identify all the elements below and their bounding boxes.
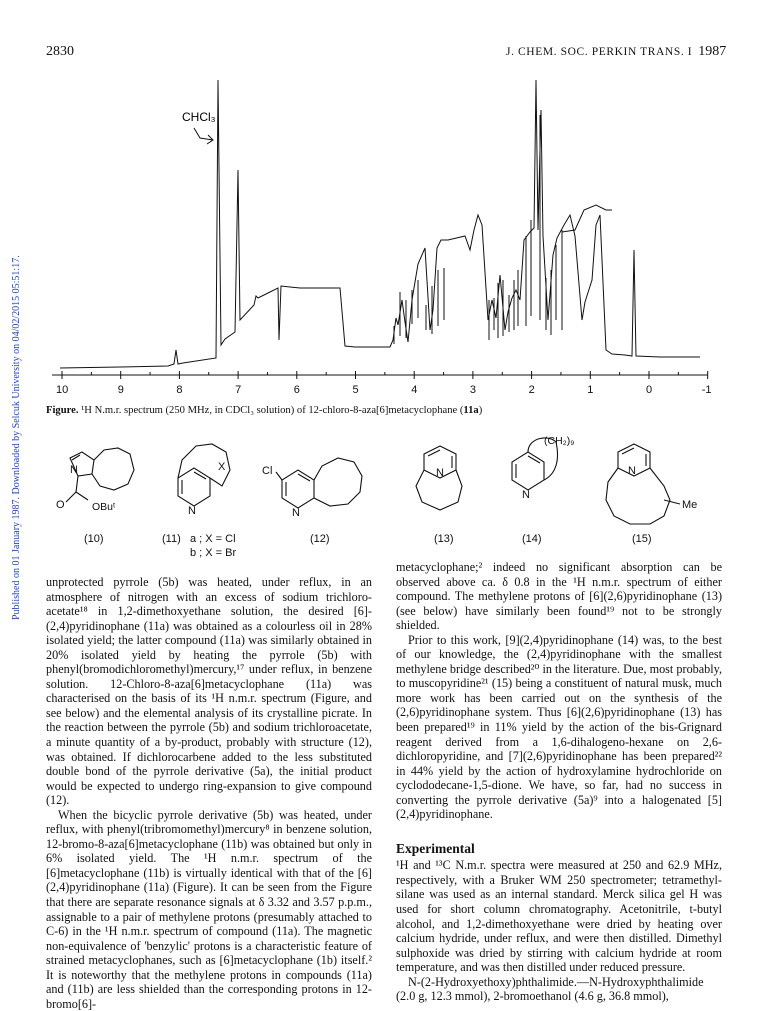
- s13-atom-n: N: [436, 467, 444, 479]
- caption-label: Figure.: [46, 405, 79, 416]
- right-column: [396, 560, 722, 1004]
- axis-tick-label: -1: [701, 384, 712, 396]
- s14-chain: (CH₂)₉: [544, 435, 575, 447]
- axis-tick-label: 10: [56, 384, 69, 396]
- s11-label: (11): [162, 533, 181, 545]
- experimental-heading: Experimental: [396, 840, 475, 856]
- caption-compound: 11a: [463, 405, 479, 416]
- axis-tick-label: 6: [293, 384, 300, 396]
- right-paragraph-1: metacyclophane;² indeed no significant absorption can be observed above ca. δ 0.8 in the ¹H n.m.r. spectrum of either compound. The methylene protons of [6](2,6)pyridinophane (13) (see below) have similarly been found¹⁹ not to be strongly shielded.: [396, 560, 722, 633]
- left-paragraph-1: unprotected pyrrole (5b) was heated, under reflux, in an atmosphere of nitrogen with an excess of sodium trichloro-acetate¹⁸ in 1,2-dimethoxyethane solution, the desired [6]-(2,4)pyridinophane (11a) was obtained as a colourless oil in 28% isolated yield; the latter compound (11a) was similarly obtained in 20% isolated yield by heating the pyrrole (5b) with phenyl(bromodichloromethyl)mercury,¹⁷ under reflux, in benzene solution. 12-Chloro-8-aza[6]metacyclophane (11a) was characterised on the basis of its ¹H n.m.r. spectrum (Figure, and see below) and the elemental analysis of its crystalline picrate. In the reaction between the pyrrole (5b) and sodium trichloroacetate, a minute quantity of a by-product, probably with structure (12), was obtained. If dichlorocarbene added to the less substituted double bond of the pyrrole derivative (5a), the initial product would be expected to undergo ring-expansion to give compound (12).: [46, 575, 372, 808]
- caption-text: ¹H N.m.r. spectrum (250 MHz, in CDCl₃ solution) of 12-chloro-8-aza[6]metacyclophane (: [78, 405, 464, 416]
- axis-tick-label: 0: [646, 384, 653, 396]
- s11-variant-a: a ; X = Cl: [190, 533, 236, 545]
- chemical-structures: [0, 430, 768, 560]
- s10-group: OBuᵗ: [92, 501, 116, 513]
- journal-year: 1987: [698, 44, 727, 59]
- spectrum-trace: [60, 80, 700, 368]
- axis-tick-label: 7: [235, 384, 242, 396]
- s11-atom-x: X: [218, 461, 226, 473]
- s14-atom-n: N: [522, 489, 530, 501]
- journal-name: J. CHEM. SOC. PERKIN TRANS. I: [506, 46, 693, 58]
- axis-tick-label: 3: [469, 384, 477, 396]
- nmr-spectrum-figure: [0, 0, 768, 400]
- page-number: 2830: [46, 44, 74, 59]
- s15-label: (15): [632, 533, 652, 545]
- left-paragraph-2: When the bicyclic pyrrole derivative (5b) was heated, under reflux, with phenyl(tribromomethyl)mercury⁸ in benzene solution, 12-bromo-8-aza[6]metacyclophane (11b) was obtained but only in 6% isolated yield. The ¹H n.m.r. spectrum of the [6]metacyclophane (11b) is virtually identical with that of the [6](2,4)pyridinophane (11a) (Figure). It can be seen from the Figure that there are separate resonance signals at δ 3.32 and 3.57 p.p.m., assignable to a pair of methylene protons (presumably attached to C-6) in the ¹H n.m.r. spectrum of compound (11a). The magnetic non-equivalence of 'benzylic' protons is a characteristic feature of strained metacyclophanes, such as [6]metacyclophane (1b) itself.² It is noteworthy that the methylene protons in compounds (11a) and (11b) are less shielded than the corresponding protons in 12-bromo[6]-: [46, 807, 372, 1011]
- structure-15: [606, 444, 680, 524]
- left-column: [46, 575, 372, 1011]
- right-paragraph-3: ¹H and ¹³C N.m.r. spectra were measured at 250 and 62.9 MHz, respectively, with a Bruker WM 250 spectrometer; tetramethyl-silane was used as an internal standard. Merck silica gel H was used for short column chromatography. Acetonitrile, t-butyl alcohol, and 1,2-dimethoxyethane were dried by heating over calcium hydride, under reflux, and were then distilled. Dimethyl sulphoxide was dried by stirring with calcium hydride at room temperature, and was then distilled under reduced pressure.: [396, 858, 722, 975]
- chcl3-annotation: [182, 110, 216, 144]
- s10-label: (10): [84, 533, 104, 545]
- s12-atom-cl: Cl: [262, 465, 273, 477]
- s11-atom-n: N: [188, 505, 196, 517]
- axis-tick-label: 5: [352, 384, 359, 396]
- axis-tick-label: 8: [176, 384, 183, 396]
- axis-tick-label: 2: [528, 384, 535, 396]
- s12-atom-n: N: [292, 507, 300, 519]
- axis-tick-label: 9: [117, 384, 124, 396]
- s11-variant-b: b ; X = Br: [190, 547, 237, 559]
- ppm-axis: [52, 371, 708, 379]
- s15-atom-me: Me: [682, 499, 698, 511]
- right-paragraph-2: Prior to this work, [9](2,4)pyridinophane (14) was, to the best of our knowledge, the (2,4)pyridinophane with the smallest methylene bridge described²⁰ in the literature. Due, most probably, to muscopyridine²¹ (15) being a constituent of natural musk, much more work has been carried out on the synthesis of the (2,6)pyridinophane system. Thus [6](2,6)pyridinophane (13) has been prepared¹⁹ in 11% yield by the action of the bis-Grignard reagent derived from a 1,6-dihalogeno-hexane on 2,6-dichloropyridine, and [7](2,6)pyridinophane has been prepared²² in 44% yield by the action of hydroxylamine hydrochloride on cyclododecane-1,5-dione. We have, so far, had no success in converting the pyrrole derivative (5a)⁹ into a halogenated [5](2,4)pyridinophane.: [396, 632, 722, 822]
- s10-atom-n: N: [70, 464, 78, 476]
- s15-atom-n: N: [628, 465, 636, 477]
- download-note: Published on 01 January 1987. Downloaded by Selcuk University on 04/02/2015 05:51:17.: [11, 255, 22, 620]
- right-paragraph-4: N-(2-Hydroxyethoxy)phthalimide.—N-Hydroxyphthalimide (2.0 g, 12.3 mmol), 2-bromoethanol (4.6 g, 36.8 mmol),: [396, 974, 704, 1004]
- s14-label: (14): [522, 533, 542, 545]
- figure-caption: [46, 404, 736, 418]
- s13-label: (13): [434, 533, 454, 545]
- axis-tick-label: 1: [587, 384, 594, 396]
- s12-label: (12): [310, 533, 330, 545]
- structure-12: [276, 458, 362, 508]
- structure-11: [178, 444, 230, 506]
- caption-close: ): [478, 405, 483, 416]
- chcl3-label: CHCl₃: [182, 110, 216, 124]
- s10-atom-o: O: [56, 499, 65, 511]
- axis-tick-label: 4: [411, 384, 418, 396]
